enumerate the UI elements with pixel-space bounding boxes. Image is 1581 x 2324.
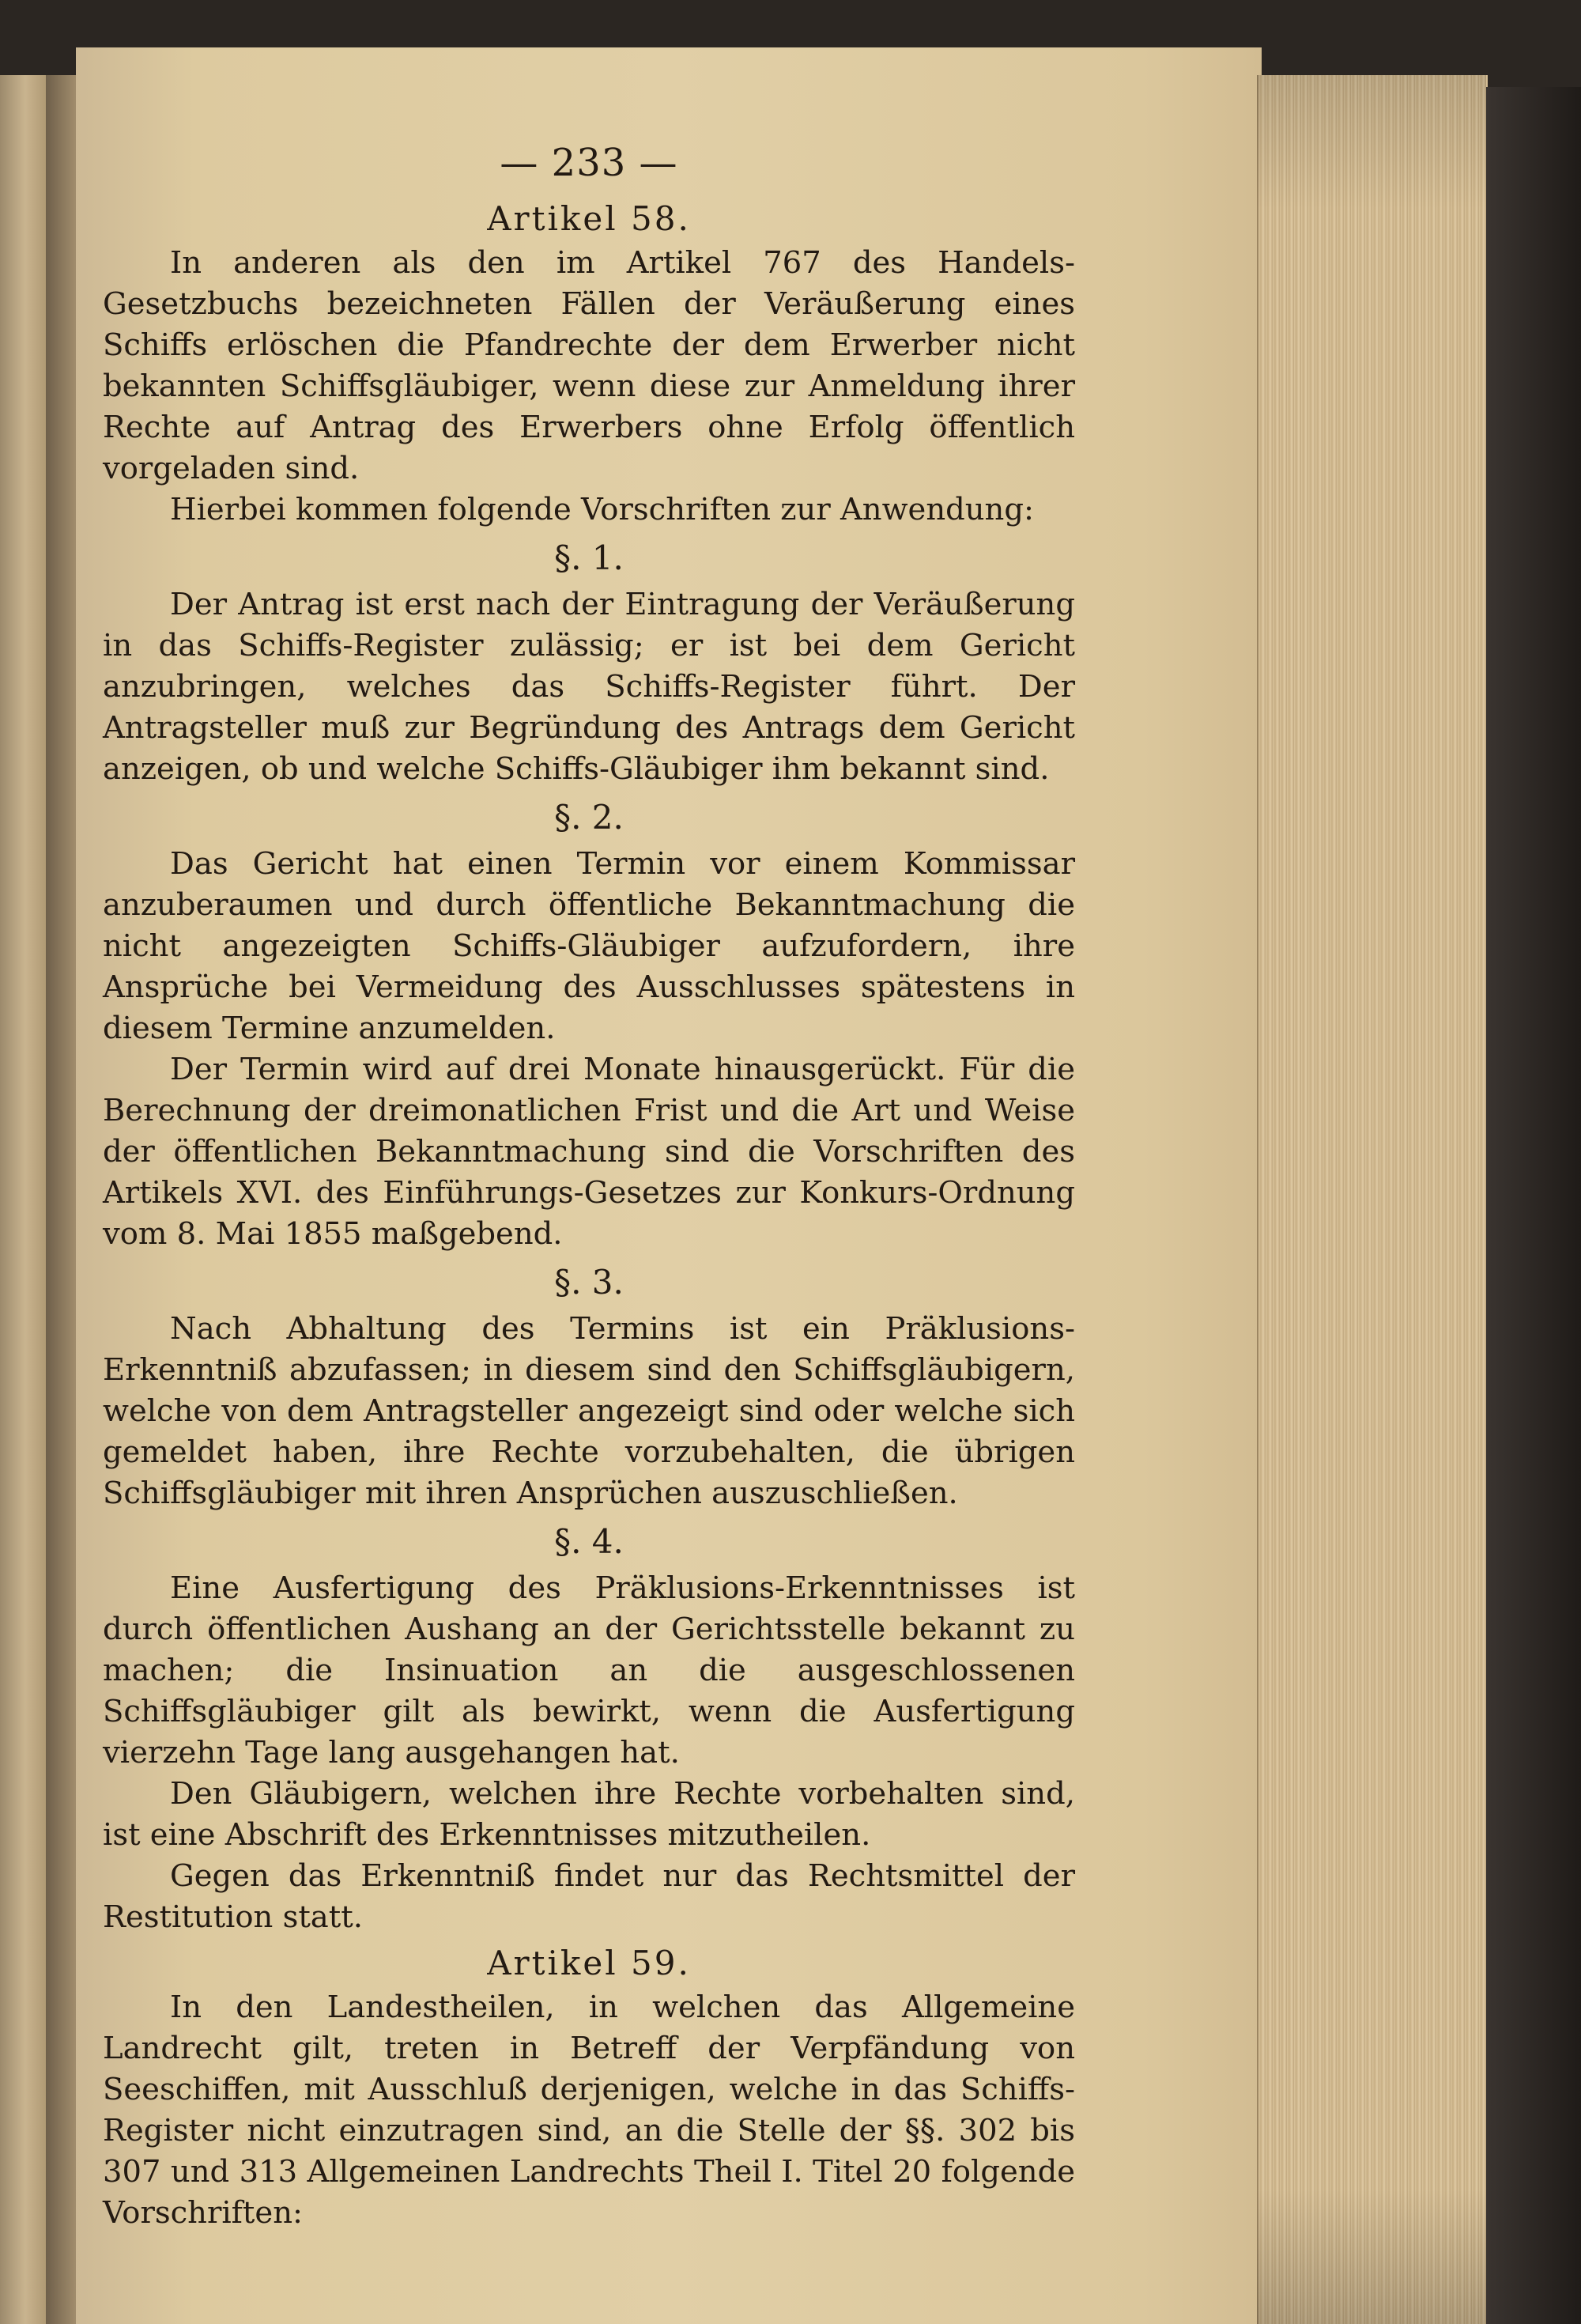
section-heading: §. 4. [554,1522,624,1561]
paragraph: Gegen das Erkenntniß findet nur das Rechtsmittel der Restitution statt. [103,1858,1075,1935]
paragraph: Das Gericht hat einen Termin vor einem Kommissar anzuberaumen und durch öffentliche Bekanntmachung die nicht angezeigten Schiffs-Gläubiger aufzufordern, ihre Ansprüche bei Vermeidung des Ausschlusses spätestens in diesem Termine anzumelden. [103,846,1075,1046]
article-heading: Artikel 58. [487,199,691,238]
paragraph: Der Antrag ist erst nach der Eintragung der Veräußerung in das Schiffs-Register zulässig; er ist bei dem Gericht anzubringen, welches das Schiffs-Register führt. Der Antragsteller muß zur Begründung des Antrags dem Gericht anzeigen, ob und welche Schiffs-Gläubiger ihm bekannt sind. [103,587,1075,787]
paragraph: Nach Abhaltung des Termins ist ein Präklusions-Erkenntniß abzufassen; in diesem sind den Schiffsgläubigern, welche von dem Antragsteller angezeigt sind oder welche sich gemeldet haben, ihre Rechte vorzubehalten, die übrigen Schiffsgläubiger mit ihren Ansprüchen auszuschließen. [103,1311,1075,1511]
section-heading: §. 3. [554,1263,624,1302]
paragraph: Eine Ausfertigung des Präklusions-Erkenntnisses ist durch öffentlichen Aushang an der Gerichtsstelle bekannt zu machen; die Insinuation an die ausgeschlossenen Schiffsgläubiger gilt als bewirkt, wenn die Ausfertigung vierzehn Tage lang ausgehangen hat. [103,1570,1075,1770]
article-heading: Artikel 59. [487,1944,691,1982]
section-heading: §. 1. [554,538,624,577]
section-heading: §. 2. [554,798,624,837]
page-content [103,138,1075,2234]
paragraph: Der Termin wird auf drei Monate hinausgerückt. Für die Berechnung der dreimonatlichen Frist und die Art und Weise der öffentlichen Bekanntmachung sind die Vorschriften des Artikels XVI. des Einführungs-Gesetzes zur Konkurs-Ordnung vom 8. Mai 1855 maßgebend. [103,1052,1075,1252]
book-cover-edge [1486,87,1581,2324]
book-gutter [46,75,77,2324]
left-page-sliver [0,75,46,2324]
paragraph: In den Landestheilen, in welchen das Allgemeine Landrecht gilt, treten in Betreff der Verpfändung von Seeschiffen, mit Ausschluß derjenigen, welche in das Schiffs-Register nicht einzutragen sind, an die Stelle der §§. 302 bis 307 und 313 Allgemeinen Landrechts Theil I. Titel 20 folgende Vorschriften: [103,1990,1075,2231]
paragraph: In anderen als den im Artikel 767 des Handels-Gesetzbuchs bezeichneten Fällen der Veräußerung eines Schiffs erlöschen die Pfandrechte der dem Erwerber nicht bekannten Schiffsgläubiger, wenn diese zur Anmeldung ihrer Rechte auf Antrag des Erwerbers ohne Erfolg öffentlich vorgeladen sind. [103,245,1075,486]
page-edges-shadow [1257,75,1486,2324]
paragraph: Den Gläubigern, welchen ihre Rechte vorbehalten sind, ist eine Abschrift des Erkenntnisses mitzutheilen. [103,1776,1075,1853]
paragraph: Hierbei kommen folgende Vorschriften zur Anwendung: [170,492,1034,527]
page-number: — 233 — [500,141,678,185]
